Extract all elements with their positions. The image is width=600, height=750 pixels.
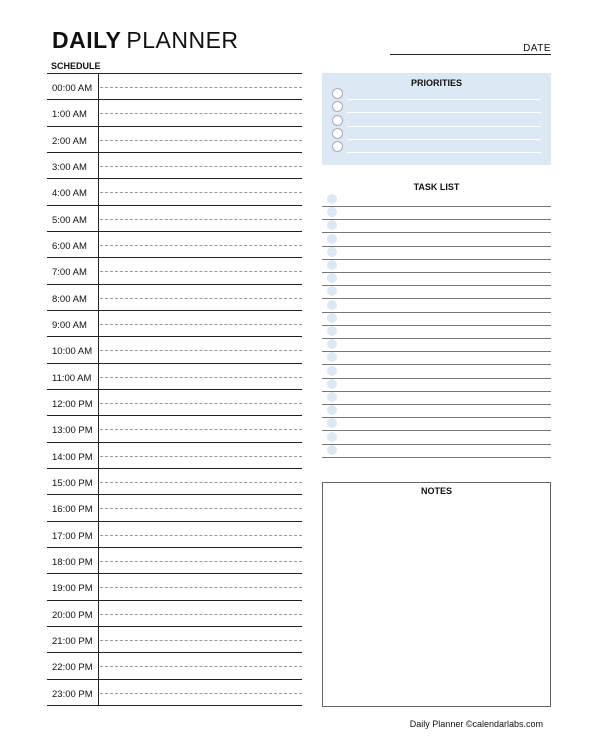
time-label: 5:00 AM — [52, 214, 87, 226]
task-item[interactable] — [322, 326, 551, 339]
bullet-dot-icon[interactable] — [327, 286, 337, 296]
time-label: 4:00 AM — [52, 188, 87, 200]
task-item[interactable] — [322, 339, 551, 352]
bullet-dot-icon[interactable] — [327, 392, 337, 402]
schedule-row[interactable] — [47, 443, 302, 469]
schedule-row[interactable] — [47, 153, 302, 179]
dashed-writing-line — [100, 482, 302, 483]
checkbox-circle-icon[interactable] — [332, 88, 343, 99]
schedule-row[interactable] — [47, 574, 302, 600]
footer-credit: Daily Planner ©calendarlabs.com — [409, 719, 543, 729]
schedule-row[interactable] — [47, 416, 302, 442]
bullet-dot-icon[interactable] — [327, 339, 337, 349]
task-item[interactable] — [322, 260, 551, 273]
time-label: 1:00 AM — [52, 109, 87, 121]
bullet-dot-icon[interactable] — [327, 194, 337, 204]
schedule-row[interactable] — [47, 469, 302, 495]
dashed-writing-line — [100, 535, 302, 536]
time-label: 7:00 AM — [52, 267, 87, 279]
priority-item[interactable] — [332, 101, 541, 114]
notes-heading: NOTES — [420, 486, 452, 496]
priority-item[interactable] — [332, 115, 541, 128]
title-bold: DAILY — [52, 27, 122, 53]
schedule-row[interactable] — [47, 627, 302, 653]
priority-item[interactable] — [332, 88, 541, 101]
task-item[interactable] — [322, 432, 551, 445]
bullet-dot-icon[interactable] — [327, 445, 337, 455]
priority-item[interactable] — [332, 141, 541, 154]
schedule-row[interactable] — [47, 548, 302, 574]
task-item[interactable] — [322, 273, 551, 286]
task-item[interactable] — [322, 352, 551, 365]
dashed-writing-line — [100, 640, 302, 641]
checkbox-circle-icon[interactable] — [332, 128, 343, 139]
time-label: 21:00 PM — [52, 635, 93, 647]
schedule-row[interactable] — [47, 601, 302, 627]
schedule-row[interactable] — [47, 495, 302, 521]
task-item[interactable] — [322, 247, 551, 260]
dashed-writing-line — [100, 87, 302, 88]
dashed-writing-line — [100, 587, 302, 588]
priority-line — [347, 112, 541, 113]
time-label: 11:00 AM — [52, 372, 92, 384]
priorities-heading: PRIORITIES — [410, 78, 462, 88]
time-label: 17:00 PM — [52, 530, 93, 542]
priority-line — [347, 99, 541, 100]
time-label: 9:00 AM — [52, 319, 87, 331]
dashed-writing-line — [100, 324, 302, 325]
dashed-writing-line — [100, 298, 302, 299]
dashed-writing-line — [100, 350, 302, 351]
time-label: 15:00 PM — [52, 477, 93, 489]
priorities-box — [322, 73, 551, 165]
checkbox-circle-icon[interactable] — [332, 101, 343, 112]
schedule-row[interactable] — [47, 179, 302, 205]
schedule-row[interactable] — [47, 258, 302, 284]
task-item[interactable] — [322, 300, 551, 313]
date-label: DATE — [523, 43, 551, 54]
task-item[interactable] — [322, 445, 551, 458]
task-item[interactable] — [322, 234, 551, 247]
schedule-row[interactable] — [47, 653, 302, 679]
schedule-row[interactable] — [47, 74, 302, 100]
task-item[interactable] — [322, 366, 551, 379]
date-line[interactable] — [390, 54, 551, 55]
bullet-dot-icon[interactable] — [327, 418, 337, 428]
notes-box[interactable] — [322, 482, 551, 707]
task-item[interactable] — [322, 207, 551, 220]
bullet-dot-icon[interactable] — [327, 352, 337, 362]
time-label: 13:00 PM — [52, 425, 93, 437]
time-label: 19:00 PM — [52, 583, 93, 595]
dashed-writing-line — [100, 377, 302, 378]
bullet-dot-icon[interactable] — [327, 260, 337, 270]
time-label: 22:00 PM — [52, 662, 93, 674]
title-light: PLANNER — [126, 27, 239, 53]
task-item[interactable] — [322, 405, 551, 418]
bullet-dot-icon[interactable] — [327, 432, 337, 442]
bullet-dot-icon[interactable] — [327, 234, 337, 244]
priority-line — [347, 139, 541, 140]
dashed-writing-line — [100, 561, 302, 562]
bullet-dot-icon[interactable] — [327, 207, 337, 217]
time-label: 16:00 PM — [52, 504, 93, 516]
task-item[interactable] — [322, 286, 551, 299]
schedule-row[interactable] — [47, 232, 302, 258]
schedule-divider — [98, 74, 99, 706]
bullet-dot-icon[interactable] — [327, 300, 337, 310]
dashed-writing-line — [100, 508, 302, 509]
dashed-writing-line — [100, 140, 302, 141]
task-item[interactable] — [322, 220, 551, 233]
schedule-row[interactable] — [47, 390, 302, 416]
dashed-writing-line — [100, 614, 302, 615]
time-label: 8:00 AM — [52, 293, 87, 305]
dashed-writing-line — [100, 693, 302, 694]
task-item[interactable] — [322, 379, 551, 392]
task-item[interactable] — [322, 313, 551, 326]
priority-item[interactable] — [332, 128, 541, 141]
dashed-writing-line — [100, 456, 302, 457]
checkbox-circle-icon[interactable] — [332, 141, 343, 152]
dashed-writing-line — [100, 219, 302, 220]
page-title — [52, 28, 239, 52]
time-label: 14:00 PM — [52, 451, 93, 463]
dashed-writing-line — [100, 666, 302, 667]
task-item[interactable] — [322, 194, 551, 207]
schedule-row[interactable] — [47, 100, 302, 126]
checkbox-circle-icon[interactable] — [332, 115, 343, 126]
bullet-dot-icon[interactable] — [327, 405, 337, 415]
schedule-row[interactable] — [47, 337, 302, 363]
priority-line — [347, 126, 541, 127]
task-line — [322, 457, 551, 458]
time-label: 18:00 PM — [52, 556, 93, 568]
time-label: 00:00 AM — [52, 83, 93, 94]
priority-line — [347, 152, 541, 153]
schedule-heading: SCHEDULE — [51, 61, 101, 71]
schedule-row[interactable] — [47, 522, 302, 548]
schedule-row[interactable] — [47, 680, 302, 706]
bullet-dot-icon[interactable] — [327, 379, 337, 389]
time-label: 12:00 PM — [52, 398, 93, 410]
schedule-row[interactable] — [47, 285, 302, 311]
bullet-dot-icon[interactable] — [327, 326, 337, 336]
dashed-writing-line — [100, 245, 302, 246]
dashed-writing-line — [100, 166, 302, 167]
task-item[interactable] — [322, 418, 551, 431]
time-label: 2:00 AM — [52, 135, 87, 147]
dashed-writing-line — [100, 192, 302, 193]
schedule-row[interactable] — [47, 364, 302, 390]
time-label: 10:00 AM — [52, 346, 93, 358]
bullet-dot-icon[interactable] — [327, 273, 337, 283]
time-label: 6:00 AM — [52, 240, 87, 252]
schedule-row[interactable] — [47, 206, 302, 232]
task-list-heading: TASK LIST — [413, 182, 460, 192]
dashed-writing-line — [100, 403, 302, 404]
bullet-dot-icon[interactable] — [327, 220, 337, 230]
dashed-writing-line — [100, 113, 302, 114]
schedule-table — [47, 73, 302, 706]
bullet-dot-icon[interactable] — [327, 366, 337, 376]
time-label: 20:00 PM — [52, 609, 93, 621]
task-item[interactable] — [322, 392, 551, 405]
time-label: 23:00 PM — [52, 688, 93, 700]
bullet-dot-icon[interactable] — [327, 247, 337, 257]
dashed-writing-line — [100, 271, 302, 272]
dashed-writing-line — [100, 429, 302, 430]
bullet-dot-icon[interactable] — [327, 313, 337, 323]
time-label: 3:00 AM — [52, 161, 87, 173]
schedule-row[interactable] — [47, 127, 302, 153]
schedule-row[interactable] — [47, 311, 302, 337]
